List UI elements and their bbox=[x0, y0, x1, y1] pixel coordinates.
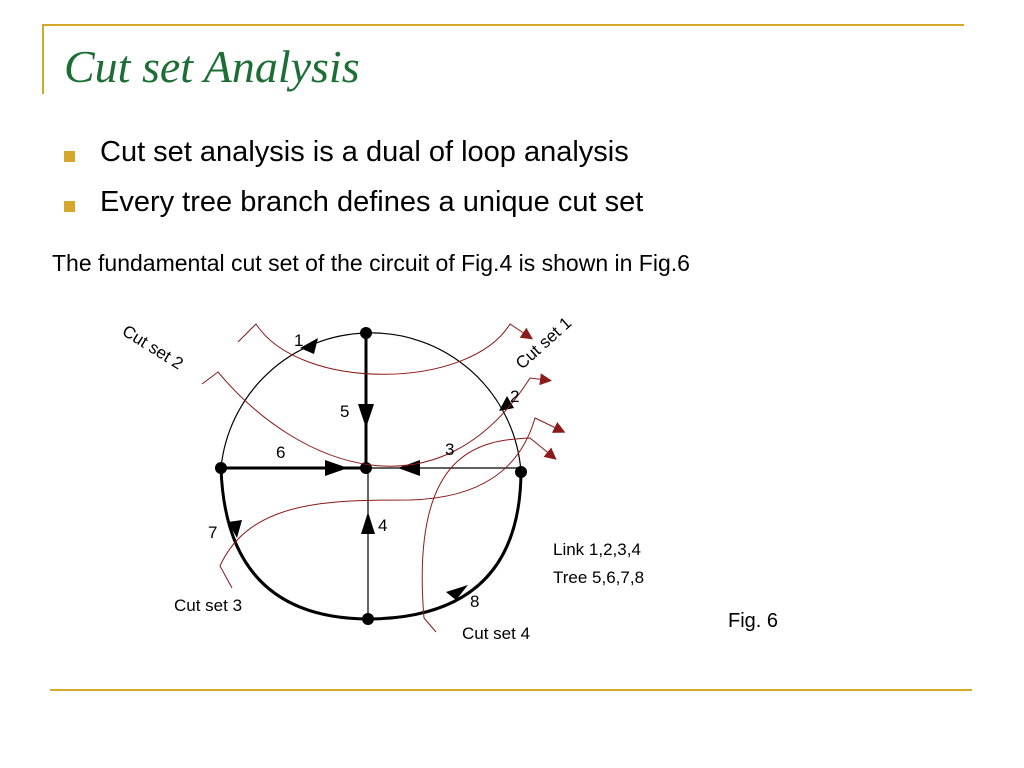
slide-title: Cut set Analysis bbox=[64, 41, 360, 92]
branch-5-arrow-icon bbox=[358, 404, 374, 428]
branch-label-1: 1 bbox=[294, 331, 304, 350]
links-legend: Link 1,2,3,4 bbox=[553, 540, 641, 559]
cutset-3-label: Cut set 3 bbox=[174, 596, 243, 615]
graph-node bbox=[360, 327, 372, 339]
branch-label-5: 5 bbox=[340, 402, 350, 421]
figure-caption: The fundamental cut set of the circuit of Fig.4 is shown in Fig.6 bbox=[52, 250, 690, 276]
tree-legend: Tree 5,6,7,8 bbox=[553, 568, 645, 587]
branch-1-edge bbox=[221, 333, 366, 468]
cutset-4-curve bbox=[422, 438, 552, 632]
cutset-3-curve bbox=[220, 418, 560, 588]
cutset-4-label: Cut set 4 bbox=[462, 624, 531, 643]
branch-label-3: 3 bbox=[445, 440, 455, 459]
bullet-text: Cut set analysis is a dual of loop analysis bbox=[100, 136, 629, 168]
cutset-1-label: Cut set 1 bbox=[511, 313, 576, 373]
branch-8-edge bbox=[368, 472, 521, 619]
branch-7-edge bbox=[221, 468, 368, 619]
branch-label-8: 8 bbox=[470, 592, 480, 611]
branch-6-arrow-icon bbox=[325, 460, 348, 476]
branch-8-arrow-icon bbox=[446, 585, 468, 600]
branch-2-edge bbox=[366, 333, 521, 472]
branch-label-4: 4 bbox=[378, 516, 388, 535]
bullet-text: Every tree branch defines a unique cut set bbox=[100, 186, 644, 218]
figure-label: Fig. 6 bbox=[728, 610, 779, 632]
cutset-1-curve bbox=[238, 324, 528, 374]
graph-node bbox=[215, 462, 227, 474]
branch-label-6: 6 bbox=[276, 443, 286, 462]
cutset-2-label: Cut set 2 bbox=[118, 321, 187, 374]
branch-label-2: 2 bbox=[510, 387, 520, 406]
graph-node bbox=[362, 613, 374, 625]
graph-node bbox=[515, 466, 527, 478]
branch-4-arrow-icon bbox=[361, 512, 375, 534]
branch-label-7: 7 bbox=[208, 523, 218, 542]
branch-3-arrow-icon bbox=[398, 460, 420, 476]
cutset-2-curve bbox=[202, 372, 546, 466]
